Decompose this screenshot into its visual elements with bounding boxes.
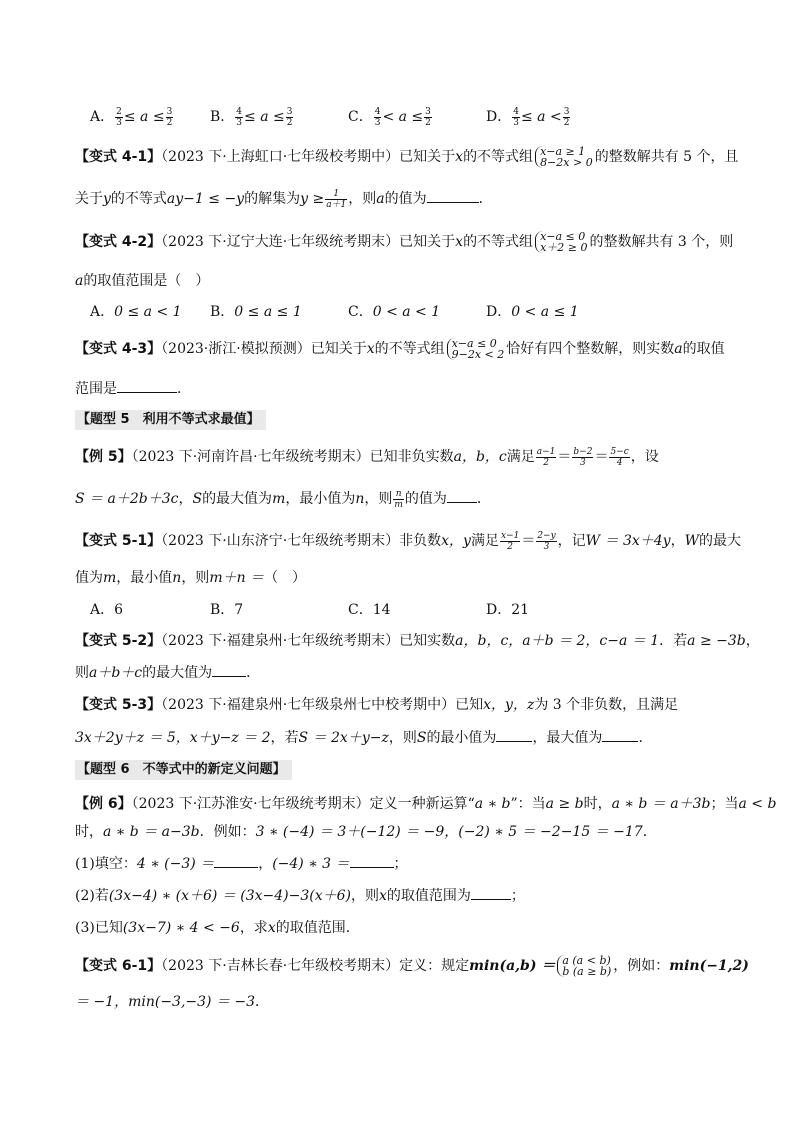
problem-text: 恰好有四个整数解，则实数 <box>506 341 675 357</box>
problem-text: 范围是 <box>75 381 117 397</box>
math-expr: a ∗ b <box>474 796 511 812</box>
fraction: $\frac{x-1}{2}$ <box>500 530 520 552</box>
math-expr: min(a,b) ＝ <box>469 958 556 974</box>
option-b[interactable] <box>210 106 294 128</box>
answer-blank[interactable] <box>471 885 511 900</box>
problem-4-2-line-1 <box>75 231 733 253</box>
problem-5-1-line-2: 值为m，最小值n，则m＋n ＝（ ） <box>75 570 307 586</box>
problem-text: ，则 <box>348 191 377 207</box>
inequality-system: x−a ≤ 0 9−2x < 2 <box>447 338 505 360</box>
answer-blank[interactable] <box>447 488 477 503</box>
math-var: m <box>103 570 117 586</box>
math-var: W <box>684 533 699 549</box>
problem-4-1-line-1 <box>75 146 739 168</box>
math-var: x <box>378 888 387 904</box>
option-d[interactable]: D．0 < a ≤ 1 <box>486 304 579 320</box>
fraction: $\frac{4}{3}$ <box>513 106 519 128</box>
fraction: $\frac{3}{2}$ <box>286 106 293 128</box>
option-b[interactable]: B．7 <box>210 602 244 618</box>
fraction: $\frac{4}{3}$ <box>236 106 243 128</box>
answer-blank[interactable] <box>212 662 246 677</box>
math-expr: a＋b＋c <box>89 665 143 681</box>
problem-tag: 【例 5】 <box>75 449 132 465</box>
math-var: x <box>455 149 464 165</box>
math-var: y <box>103 191 111 207</box>
math-expr: S ＝ 2x＋y−z <box>298 730 389 746</box>
answer-blank[interactable] <box>117 378 177 393</box>
fraction: $\frac{3}{2}$ <box>166 106 173 128</box>
problem-text: ，设 <box>630 449 659 465</box>
math-var: S <box>192 491 203 507</box>
math-expr: ay−1 ≤ −y <box>166 191 245 207</box>
problem-5-1-line-1: 【变式 5-1】（2023 下·山东济宁·七年级统考期末）非负数x，y满足 $\frac{x-1}{2}$ ＝ $\frac{2-y}{3}$ ，记W ＝ 3x＋4y，W的最大 <box>75 530 741 552</box>
fraction: $\frac{5-c}{4}$ <box>610 446 629 468</box>
question-1: (1)填空：4 ∗ (−3) ＝ ，(−4) ∗ 3 ＝ ； <box>75 853 408 875</box>
fraction: $\frac{2}{3}$ <box>116 106 122 128</box>
math-expr: a ∗ b ＝ a−3b <box>103 824 200 840</box>
problem-tag: 【变式 6-1】 <box>75 958 162 974</box>
fraction: $\frac{n}{m}$ <box>394 488 403 510</box>
math-expr: ≤ a ≤ <box>244 109 285 125</box>
section-heading-5: 【题型 5 利用不等式求最值】 <box>75 410 266 430</box>
problem-text: 的不等式组 <box>463 149 534 165</box>
problem-tag: 【变式 5-1】 <box>75 533 162 549</box>
math-var: n <box>172 570 182 586</box>
problem-5-3-line-1: 【变式 5-3】（2023 下·福建泉州·七年级泉州七中校考期中）已知x，y，z为 3 个非负数，且满足 <box>75 697 679 713</box>
fraction: $\frac{1}{a+1}$ <box>326 188 347 210</box>
problem-4-3-line-1 <box>75 338 725 360</box>
problem-5-3-line-2: 3x＋2y＋z ＝ 5，x＋y−z ＝ 2，若S ＝ 2x＋y−z，则S的最小值为 ，最大值为 ． <box>75 727 652 749</box>
option-d[interactable]: D．21 <box>486 602 530 618</box>
problem-text: ． <box>478 191 493 207</box>
math-expr: a，b，c <box>453 449 507 465</box>
problem-tag: 【变式 5-2】 <box>75 633 162 649</box>
option-b[interactable]: B．0 ≤ a ≤ 1 <box>210 304 302 320</box>
answer-blank[interactable] <box>214 853 258 868</box>
problem-4-3-line-2 <box>75 378 191 400</box>
inequality-system: x−a ≤ 0 x＋2 ≥ 0 <box>535 231 587 253</box>
fraction: $\frac{4}{3}$ <box>374 106 381 128</box>
problem-text: （2023·浙江·模拟预测）已知关于 <box>161 341 367 357</box>
piecewise-definition: a (a < b) b (a ≥ b) <box>557 955 611 977</box>
fraction: $\frac{3}{2}$ <box>563 106 570 128</box>
problem-text: 的取值 <box>682 341 725 357</box>
math-expr: 4 ∗ (−3) ＝ <box>136 856 215 872</box>
problem-text: 满足 <box>506 449 535 465</box>
option-c[interactable]: C．14 <box>348 602 391 618</box>
question-3: (3)已知(3x−7) ∗ 4 < −6，求x的取值范围． <box>75 920 360 936</box>
option-a-label: A． <box>90 109 115 125</box>
option-c[interactable] <box>348 106 433 128</box>
problem-tag: 【变式 4-3】 <box>75 341 162 357</box>
math-expr: x，y，z <box>483 697 535 713</box>
math-var: a <box>75 273 84 289</box>
math-expr: S ＝ a＋2b＋3c <box>75 491 179 507</box>
problem-tag: 【例 6】 <box>75 796 132 812</box>
problem-text: 的值为 <box>384 191 427 207</box>
problem-text: 的整数解共有 5 个，且 <box>594 149 739 165</box>
option-d-label: D． <box>486 109 512 125</box>
math-var: S <box>416 730 427 746</box>
math-var: x <box>366 341 375 357</box>
math-var: a <box>674 341 683 357</box>
problem-text: 的整数解共有 3 个，则 <box>589 234 734 250</box>
math-var: m <box>272 491 286 507</box>
inequality-system: x−a ≥ 1 8−2x > 0 <box>535 146 593 168</box>
option-a[interactable]: A．0 ≤ a < 1 <box>90 304 182 320</box>
math-expr: ＝ −1，min(−3,−3) ＝ −3 <box>75 994 256 1010</box>
math-expr: a < b <box>738 796 777 812</box>
problem-text: 的不等式 <box>110 191 167 207</box>
math-expr: W ＝ 3x＋4y <box>585 533 671 549</box>
problem-text: 的不等式组 <box>463 234 534 250</box>
problem-4-1-line-2 <box>75 188 493 210</box>
option-c[interactable]: C．0 < a < 1 <box>348 304 441 320</box>
math-var: a <box>376 191 385 207</box>
answer-blank[interactable] <box>350 853 394 868</box>
answer-blank[interactable] <box>496 727 532 742</box>
option-d[interactable] <box>486 106 571 128</box>
fraction: $\frac{a-1}{2}$ <box>536 446 556 468</box>
problem-tag: 【变式 4-2】 <box>75 234 162 250</box>
math-expr: 3x＋2y＋z ＝ 5，x＋y−z ＝ 2 <box>75 730 271 746</box>
section-heading-6: 【题型 6 不等式中的新定义问题】 <box>75 760 292 780</box>
problem-text: （2023 下·辽宁大连·七年级统考期末）已知关于 <box>161 234 456 250</box>
option-a[interactable]: A．6 <box>90 602 124 618</box>
math-expr: (−4) ∗ 3 ＝ <box>272 856 350 872</box>
math-expr: a ≥ b <box>545 796 584 812</box>
problem-tag: 【变式 4-1】 <box>75 149 162 165</box>
fraction: $\frac{2-y}{3}$ <box>537 530 556 552</box>
math-expr: < a ≤ <box>382 109 424 125</box>
math-expr: min(−1,2) <box>669 958 749 974</box>
math-expr: 3 ∗ (−4) ＝ 3＋(−12) ＝ −9，(−2) ∗ 5 ＝ −2−15 ＝ −17 <box>255 824 643 840</box>
math-expr: a ≥ −3b <box>687 633 746 649</box>
problem-text: （2023 下·河南许昌·七年级统考期末）已知非负实数 <box>131 449 454 465</box>
math-expr: a，b，c，a＋b ＝ 2，c−a ＝ 1 <box>455 633 660 649</box>
math-expr: ≤ a < <box>520 109 562 125</box>
fraction: $\frac{b-2}{3}$ <box>573 446 593 468</box>
math-expr: (3x−4) ∗ (x＋6) ＝ (3x−4)−3(x＋6) <box>108 888 351 904</box>
question-2: (2)若(3x−4) ∗ (x＋6) ＝ (3x−4)−3(x＋6)，则x的取值范围为 ； <box>75 885 525 907</box>
problem-text: ． <box>177 381 191 397</box>
problem-text: （2023 下·上海虹口·七年级校考期中）已知关于 <box>161 149 456 165</box>
problem-text: 的取值范围是（ ） <box>83 273 210 289</box>
example-5-line-2: S ＝ a＋2b＋3c，S的最大值为m，最小值为n，则 $\frac{n}{m}$ 的值为 ． <box>75 488 491 510</box>
math-expr: m＋n ＝ <box>209 570 265 586</box>
problem-text: 的解集为 <box>244 191 301 207</box>
option-c-label: C． <box>348 109 373 125</box>
math-var: x <box>267 920 276 936</box>
math-expr: (3x−7) ∗ 4 < −6 <box>122 920 240 936</box>
problem-6-1-line-1: 【变式 6-1】（2023 下·吉林长春·七年级校考期末）定义：规定min(a,b) ＝ a (a < b) b (a ≥ b) ，例如：min(−1,2) <box>75 954 749 978</box>
problem-5-2-line-2: 则a＋b＋c的最大值为 ． <box>75 662 260 684</box>
math-var: x <box>455 234 464 250</box>
problem-6-1-line-2: ＝ −1，min(−3,−3) ＝ −3． <box>75 994 270 1010</box>
fraction: $\frac{3}{2}$ <box>425 106 431 128</box>
math-var: n <box>355 491 365 507</box>
example-6-line-1: 【例 6】（2023 下·江苏淮安·七年级统考期末）定义一种新运算“a ∗ b”：当a ≥ b时，a ∗ b ＝ a＋3b；当a < b <box>75 796 777 812</box>
problem-text: 关于 <box>75 191 103 207</box>
option-b-label: B． <box>210 109 235 125</box>
problem-tag: 【变式 5-3】 <box>75 697 162 713</box>
math-expr: a ∗ b ＝ a＋3b <box>611 796 711 812</box>
example-5-line-1: 【例 5】（2023 下·河南许昌·七年级统考期末）已知非负实数a，b，c满足 $\frac{a-1}{2}$ ＝ $\frac{b-2}{3}$ ＝ $\frac{5-c}{4}$ ，设 <box>75 446 659 468</box>
problem-4-2-line-2 <box>75 270 209 292</box>
problem-text: 的不等式组 <box>374 341 445 357</box>
math-expr: x，y <box>441 533 471 549</box>
option-a[interactable] <box>90 106 174 128</box>
example-6-line-2: 时，a ∗ b ＝ a−3b．例如：3 ∗ (−4) ＝ 3＋(−12) ＝ −9，(−2) ∗ 5 ＝ −2−15 ＝ −17． <box>75 824 657 840</box>
math-expr: y ≥ <box>300 191 325 207</box>
answer-blank[interactable] <box>602 727 638 742</box>
answer-blank[interactable] <box>427 188 479 203</box>
math-expr: ≤ a ≤ <box>123 109 165 125</box>
problem-5-2-line-1: 【变式 5-2】（2023 下·福建泉州·七年级统考期末）已知实数a，b，c，a＋b ＝ 2，c−a ＝ 1．若a ≥ −3b， <box>75 633 760 649</box>
